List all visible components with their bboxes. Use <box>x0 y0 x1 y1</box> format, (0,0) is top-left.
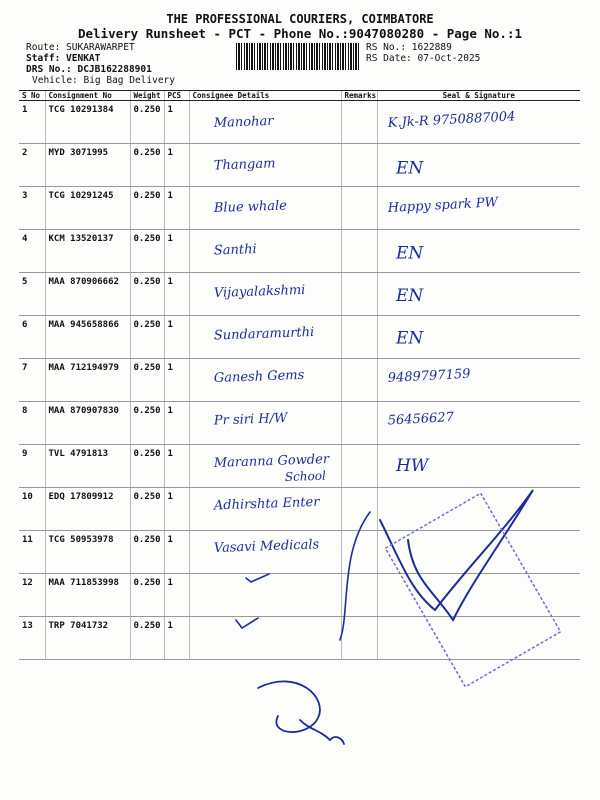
row-pcs: 1 <box>164 531 189 574</box>
col-consignment: Consignment No <box>45 91 130 101</box>
signature-handwriting: K.Jk-R 9750887004 <box>387 109 516 131</box>
row-weight: 0.250 <box>130 574 164 617</box>
consignee-handwriting: Pr siri H/W <box>213 410 288 429</box>
row-sno: 3 <box>19 187 45 230</box>
row-weight: 0.250 <box>130 187 164 230</box>
row-weight: 0.250 <box>130 359 164 402</box>
row-pcs: 1 <box>164 273 189 316</box>
route-text: Route: SUKARAWARPET <box>26 42 135 53</box>
signature-handwriting: 56456627 <box>387 410 455 429</box>
row-pcs: 1 <box>164 445 189 488</box>
row-weight: 0.250 <box>130 273 164 316</box>
consignee-handwriting: Adhirshta Enter <box>213 494 320 514</box>
row-pcs: 1 <box>164 488 189 531</box>
row-consignment-no: TCG 10291384 <box>45 101 130 144</box>
consignee-handwriting: School <box>284 468 327 484</box>
row-consignment-no: MAA 870906662 <box>45 273 130 316</box>
row-weight: 0.250 <box>130 101 164 144</box>
row-pcs: 1 <box>164 359 189 402</box>
drs-number: DRS No.: DCJB162288901 <box>26 64 152 75</box>
consignee-handwriting: Manohar <box>213 113 274 131</box>
rs-number: RS No.: 1622889 <box>366 42 452 53</box>
row-consignment-no: MAA 711853998 <box>45 574 130 617</box>
row-weight: 0.250 <box>130 531 164 574</box>
vehicle-text: Vehicle: Big Bag Delivery <box>32 75 175 86</box>
consignee-handwriting: Ganesh Gems <box>213 367 305 386</box>
row-consignment-no: MAA 945658866 <box>45 316 130 359</box>
row-pcs: 1 <box>164 144 189 187</box>
row-sno: 5 <box>19 273 45 316</box>
consignee-handwriting: Vijayalakshmi <box>213 282 306 301</box>
row-sno: 6 <box>19 316 45 359</box>
consignee-handwriting: Sundaramurthi <box>213 325 315 344</box>
row-pcs: 1 <box>164 230 189 273</box>
runsheet-subtitle: Delivery Runsheet - PCT - Phone No.:9047080280 - Page No.:1 <box>77 26 522 41</box>
row-sno: 10 <box>19 488 45 531</box>
row-pcs: 1 <box>164 574 189 617</box>
consignee-handwriting: Thangam <box>213 156 276 174</box>
row-sno: 13 <box>19 617 45 660</box>
rs-date: RS Date: 07-Oct-2025 <box>366 53 481 64</box>
signature-scrawl <box>380 490 533 620</box>
company-title: THE PROFESSIONAL COURIERS, COIMBATORE <box>166 12 434 26</box>
col-pcs: PCS <box>164 91 189 101</box>
row-weight: 0.250 <box>130 402 164 445</box>
col-sno: S No <box>19 91 45 101</box>
row-weight: 0.250 <box>130 144 164 187</box>
row-sno: 4 <box>19 230 45 273</box>
row-consignment-no: KCM 13520137 <box>45 230 130 273</box>
row-weight: 0.250 <box>130 488 164 531</box>
row-pcs: 1 <box>164 187 189 230</box>
row-consignment-no: TCG 10291245 <box>45 187 130 230</box>
col-signature: Seal & Signature <box>377 91 580 101</box>
row-pcs: 1 <box>164 316 189 359</box>
row-consignment-no: MAA 712194979 <box>45 359 130 402</box>
row-sno: 11 <box>19 531 45 574</box>
consignee-handwriting: Santhi <box>213 242 257 259</box>
row-pcs: 1 <box>164 402 189 445</box>
row-consignment-no: TCG 50953978 <box>45 531 130 574</box>
row-sno: 7 <box>19 359 45 402</box>
company-stamp <box>385 493 560 687</box>
row-consignment-no: TRP 7041732 <box>45 617 130 660</box>
row-sno: 8 <box>19 402 45 445</box>
consignee-handwriting: Vasavi Medicals <box>213 537 320 556</box>
col-weight: Weight <box>130 91 164 101</box>
row-sno: 2 <box>19 144 45 187</box>
row-sno: 9 <box>19 445 45 488</box>
row-consignment-no: MAA 870907830 <box>45 402 130 445</box>
row-sno: 12 <box>19 574 45 617</box>
row-weight: 0.250 <box>130 445 164 488</box>
consignee-handwriting: Blue whale <box>213 198 288 216</box>
row-pcs: 1 <box>164 101 189 144</box>
signature-handwriting: EN <box>396 243 424 264</box>
tick-mark-icon <box>246 574 269 582</box>
consignee-handwriting: Maranna Gowder <box>213 451 330 471</box>
row-sno: 1 <box>19 101 45 144</box>
row-consignment-no: MYD 3071995 <box>45 144 130 187</box>
col-remarks: Remarks <box>341 91 377 101</box>
signature-handwriting: 9489797159 <box>387 366 471 386</box>
col-consignee: Consignee Details <box>189 91 341 101</box>
signature-handwriting: EN <box>396 286 424 306</box>
row-pcs: 1 <box>164 617 189 660</box>
signature-handwriting: EN <box>396 328 424 349</box>
row-weight: 0.250 <box>130 316 164 359</box>
bottom-signature <box>258 681 344 744</box>
row-consignment-no: TVL 4791813 <box>45 445 130 488</box>
staff-text: Staff: VENKAT <box>26 53 101 64</box>
signature-handwriting: Happy spark PW <box>387 195 499 216</box>
row-consignment-no: EDQ 17809912 <box>45 488 130 531</box>
row-weight: 0.250 <box>130 617 164 660</box>
signature-handwriting: EN <box>396 158 424 179</box>
row-weight: 0.250 <box>130 230 164 273</box>
tick-mark-icon <box>236 618 258 628</box>
bracket-mark <box>340 512 370 640</box>
signature-handwriting: HW <box>396 456 429 476</box>
